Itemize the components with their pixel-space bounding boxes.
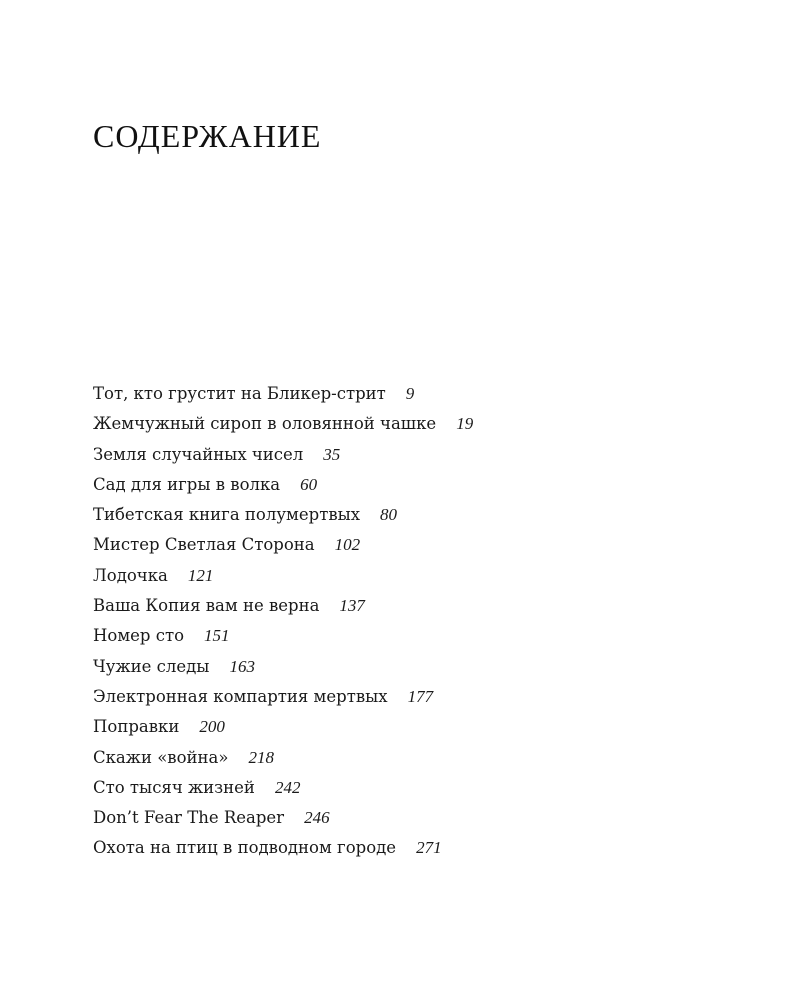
toc-page-number: 60 <box>300 474 318 494</box>
toc-page-number: 271 <box>416 838 442 858</box>
toc-entry <box>93 621 473 651</box>
toc-entry <box>93 500 473 530</box>
toc-entry <box>93 470 473 500</box>
toc-entry-title: Земля случайных чисел <box>93 444 304 464</box>
toc-entry-title: Электронная компартия мертвых <box>93 686 388 706</box>
toc-entry-title: Номер сто <box>93 626 185 646</box>
toc-page-number: 246 <box>304 808 330 828</box>
toc-entry-title: Мистер Светлая Сторона <box>93 535 315 555</box>
toc-entry-title: Тибетская книга полумертвых <box>93 505 361 525</box>
toc-page-number: 35 <box>323 444 341 464</box>
toc-entry-title: Сто тысяч жизней <box>93 777 255 797</box>
toc-page-number: 137 <box>339 596 365 616</box>
toc-page-number: 80 <box>380 505 398 525</box>
toc-entry <box>93 803 473 833</box>
toc-entry-title: Скажи «война» <box>93 747 229 767</box>
toc-entry <box>93 652 473 682</box>
toc-entry <box>93 712 473 742</box>
toc-page-number: 151 <box>204 626 230 646</box>
toc-entry-title: Лодочка <box>93 565 168 585</box>
toc-entry <box>93 682 473 712</box>
toc-entry-title: Тот, кто грустит на Бликер-стрит <box>93 384 386 403</box>
toc-entry-title: Don’t Fear The Reaper <box>93 808 285 828</box>
toc-entry <box>93 379 473 409</box>
toc-entry-title: Сад для игры в волка <box>93 474 281 494</box>
toc-entry <box>93 591 473 621</box>
toc-entry-title: Поправки <box>93 717 180 737</box>
toc-entry-title: Жемчужный сироп в оловянной чашке <box>93 414 437 434</box>
toc-page-number: 9 <box>405 384 415 403</box>
toc-entry <box>93 833 473 863</box>
toc-entry-title: Охота на птиц в подводном городе <box>93 838 397 858</box>
toc-entry <box>93 440 473 470</box>
toc-page-number: 102 <box>334 535 361 555</box>
toc-page-number: 163 <box>229 656 255 676</box>
toc-entry <box>93 773 473 803</box>
page-title: СОДЕРЖАНИЕ <box>93 118 322 154</box>
toc-entry <box>93 409 473 439</box>
toc-page-number: 200 <box>199 717 225 737</box>
toc-page-number: 218 <box>248 747 274 767</box>
toc-entry-title: Чужие следы <box>93 656 210 676</box>
toc-page-number: 121 <box>187 565 214 585</box>
toc-page-number: 177 <box>407 686 434 706</box>
toc-entry <box>93 743 473 773</box>
toc-entry <box>93 530 473 560</box>
toc-page-number: 242 <box>274 777 301 797</box>
toc-entry-title: Ваша Копия вам не верна <box>93 596 320 616</box>
toc-entry <box>93 561 473 591</box>
table-of-contents <box>93 379 473 864</box>
toc-page-number: 19 <box>456 414 474 434</box>
